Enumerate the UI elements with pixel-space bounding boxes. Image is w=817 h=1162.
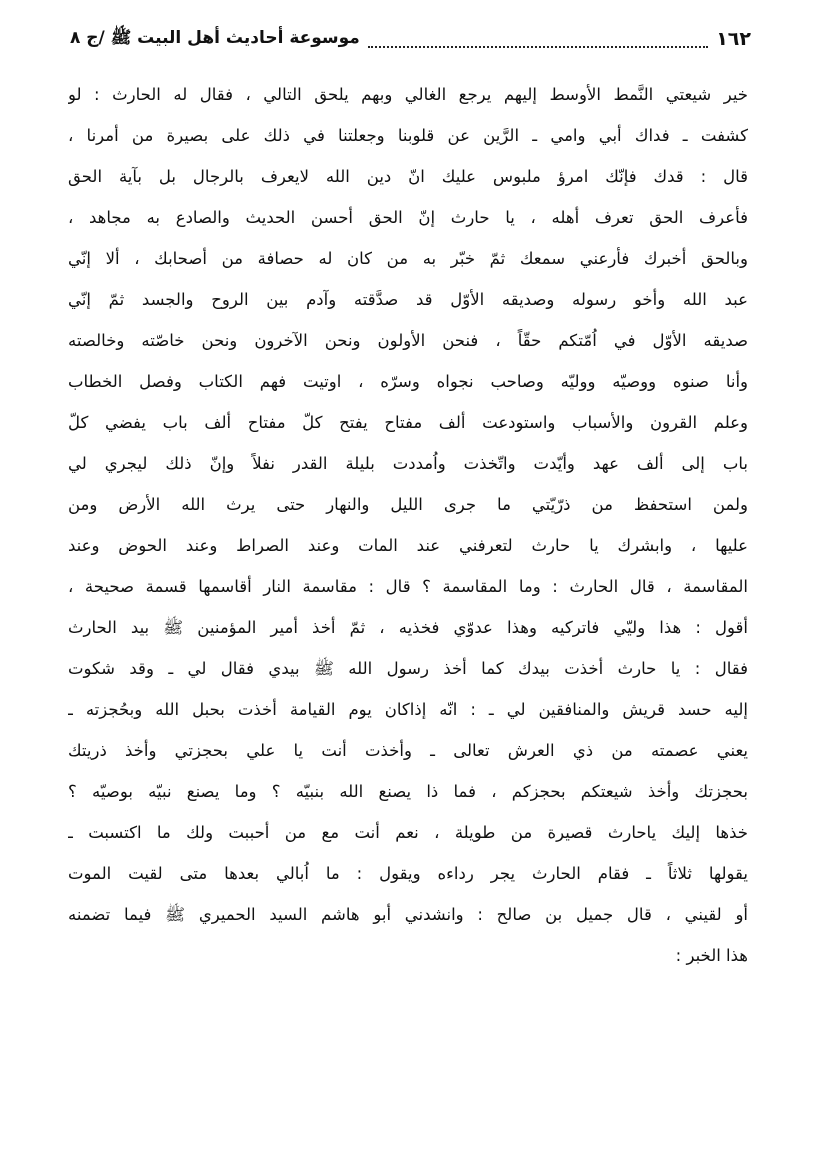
body-text (68, 74, 748, 976)
text-line: عبد الله وأخو رسوله وصديقه الأوّل قد صدَّقته وآدم بين الروح والجسد ثمّ إنّي (68, 290, 748, 309)
header-dotted-leader (368, 30, 708, 48)
running-title: موسوعة أحاديث أهل البيت ﷺ /ج ٨ (70, 27, 360, 48)
text-line: فأعرف الحق تعرف أهله ، يا حارث إنّ الحق أحسن الحديث والصادع به مجاهد ، (68, 208, 748, 227)
text-line: ولمن استحفظ من ذرّيّتي ما جرى الليل والنهار حتى يرث الله الأرض ومن (68, 495, 748, 514)
text-line: كشفت ـ فداك أبي وامي ـ الرَّين عن قلوبنا وجعلتنا في ذلك على بصيرة من أمرنا ، (68, 126, 748, 145)
text-line: صديقه الأوّل في اُمّتكم حقّاً ، فنحن الأولون ونحن الآخرون ونحن خاصّته وخالصته (68, 331, 748, 350)
page-number: ١٦٢ (716, 28, 751, 50)
text-line: خير شيعتي النَّمط الأوسط إليهم يرجع الغالي وبهم يلحق التالي ، فقال له الحارث : لو (68, 85, 748, 104)
text-line: خذها إليك ياحارث قصيرة من طويلة ، نعم أنت مع من أحببت ولك ما اكتسبت ـ (68, 823, 748, 842)
text-line: قال : قدك فإنّك امرؤ ملبوس عليك انّ دين الله لايعرف بالرجال بل بآية الحق (68, 167, 748, 186)
text-line: يقولها ثلاثاً ـ فقام الحارث يجر رداءه ويقول : ما اُبالي بعدها متى لقيت الموت (68, 864, 748, 883)
text-line: بحجزتك وأخذ شيعتكم بحجزكم ، فما ذا يصنع الله بنبيّه ؟ وما يصنع نبيّه بوصيّه ؟ (68, 782, 748, 801)
text-line: هذا الخبر : (675, 946, 748, 965)
text-line: المقاسمة ، قال الحارث : وما المقاسمة ؟ قال : مقاسمة النار أقاسمها قسمة صحيحة ، (68, 577, 748, 596)
text-line: أو لقيني ، قال جميل بن صالح : وانشدني أبو هاشم السيد الحميري ﷺ فيما تضمنه (68, 905, 748, 924)
text-line: أقول : هذا وليّي فاتركيه وهذا عدوّي فخذيه ، ثمّ أخذ أمير المؤمنين ﷺ بيد الحارث (68, 618, 748, 637)
text-line: وبالحق أخبرك فأرعني سمعك ثمّ خبّر به من كان له حصافة من أصحابك ، ألا إنّي (68, 249, 748, 268)
text-line: وعلم القرون والأسباب واستودعت ألف مفتاح يفتح كلّ مفتاح ألف باب يفضي كلّ (68, 413, 748, 432)
text-line: عليها ، وابشرك يا حارث لتعرفني عند المات وعند الصراط وعند الحوض وعند (68, 536, 748, 555)
text-line: فقال : يا حارث أخذت بيدك كما أخذ رسول الله ﷺ بيدي فقال لي ـ وقد شكوت (68, 659, 748, 678)
text-line: وأنا صنوه ووصيّه ووليّه وصاحب نجواه وسرّه ، اوتيت فهم الكتاب وفصل الخطاب (68, 372, 748, 391)
text-line: باب إلى ألف عهد وأيّدت واتّخذت واُمددت بليلة القدر نفلاً وإنّ ذلك ليجري لي (68, 454, 748, 473)
page-header (70, 22, 751, 56)
text-line: إليه حسد قريش والمنافقين لي ـ : انّه إذاكان يوم القيامة أخذت بحبل الله وبحُجزته ـ (68, 700, 748, 719)
text-line: يعني عصمته من ذي العرش تعالى ـ وأخذت أنت يا علي بحجزتي وأخذ ذريتك (68, 741, 748, 760)
